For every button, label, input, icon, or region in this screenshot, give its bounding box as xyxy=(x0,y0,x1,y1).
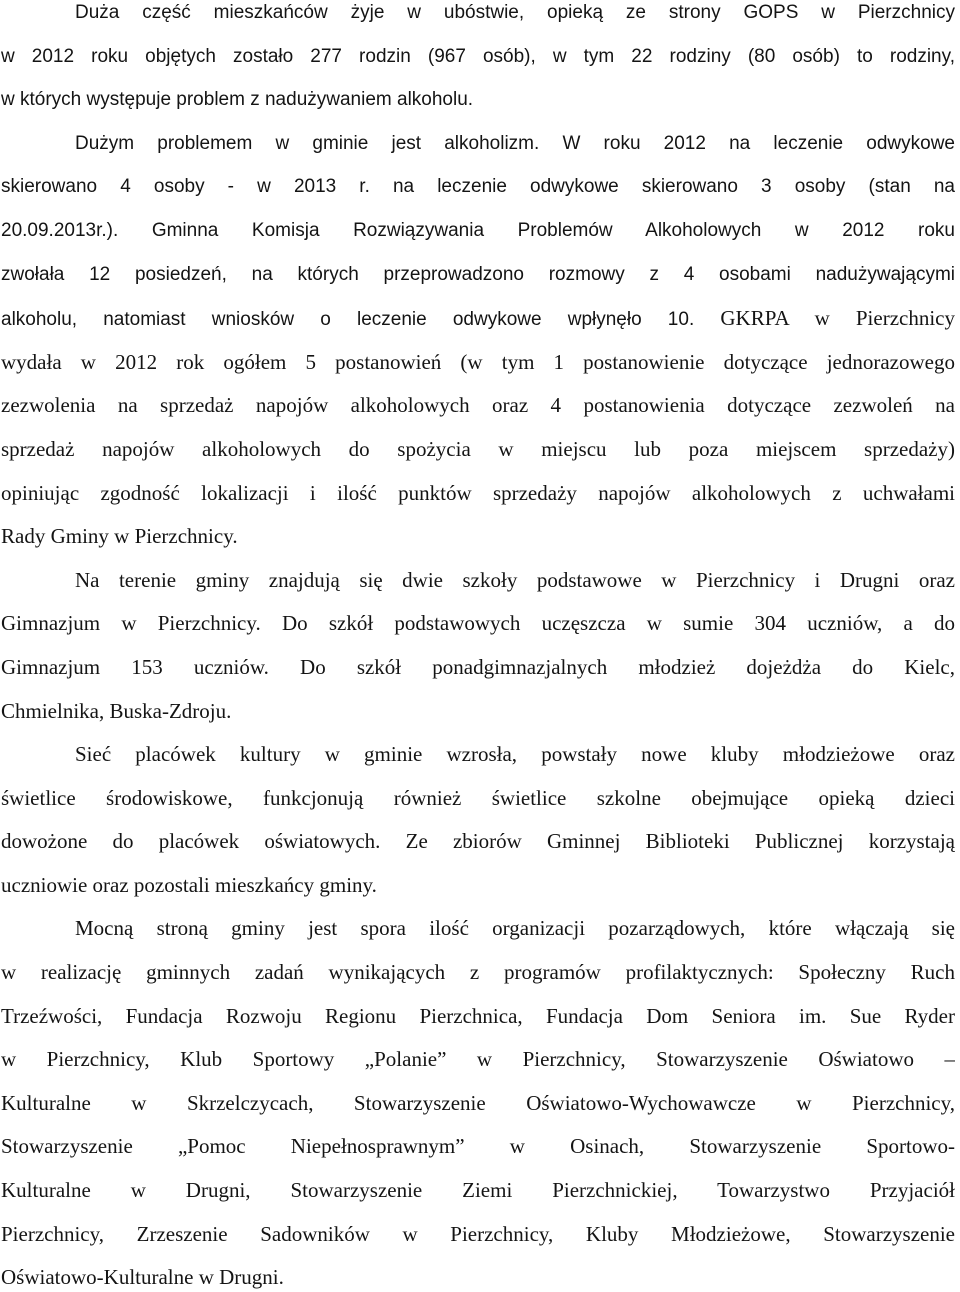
text-run: dowożone do placówek oświatowych. Ze zbiorów Gminnej Biblioteki Publicznej korzystają xyxy=(1,829,955,854)
text-line xyxy=(1,698,955,742)
document-page xyxy=(1,0,955,1290)
text-line xyxy=(1,959,955,1003)
text-line xyxy=(1,523,955,567)
text-line xyxy=(1,262,955,306)
text-line xyxy=(1,436,955,480)
text-run: GKRPA w Pierzchnicy xyxy=(694,306,955,331)
text-run: 20.09.2013r.). Gminna Komisja Rozwiązywania Problemów Alkoholowych w 2012 roku xyxy=(1,219,955,241)
text-run: Sieć placówek kultury w gminie wzrosła, powstały nowe kluby młodzieżowe oraz xyxy=(75,742,955,767)
text-run: skierowano 4 osoby - w 2013 r. na leczenie odwykowe skierowano 3 osoby (stan na xyxy=(1,176,955,198)
text-line xyxy=(1,872,955,916)
text-line xyxy=(1,828,955,872)
text-run: Mocną stroną gminy jest spora ilość organizacji pozarządowych, które włączają się xyxy=(75,916,955,941)
text-run: Na terenie gminy znajdują się dwie szkoły podstawowe w Pierzchnicy i Drugni oraz xyxy=(75,567,955,592)
text-line xyxy=(1,1177,955,1221)
paragraph-alcoholism xyxy=(1,131,955,567)
text-run: Gimnazjum w Pierzchnicy. Do szkół podstawowych uczęszcza w sumie 304 uczniów, a do xyxy=(1,611,955,636)
text-line xyxy=(1,131,955,175)
text-run: świetlice środowiskowe, funkcjonują również świetlice szkolne obejmujące opieką dzieci xyxy=(1,785,955,810)
text-run: uczniowie oraz pozostali mieszkańcy gminy. xyxy=(1,872,377,897)
text-run: Pierzchnicy, Zrzeszenie Sadowników w Pierzchnicy, Kluby Młodzieżowe, Stowarzyszenie xyxy=(1,1221,955,1246)
text-run: wydała w 2012 rok ogółem 5 postanowień (w tym 1 postanowienie dotyczące jednorazowego xyxy=(1,349,955,374)
text-line xyxy=(1,610,955,654)
text-line xyxy=(1,87,955,131)
text-line xyxy=(1,567,955,611)
text-line xyxy=(1,349,955,393)
text-run: Oświatowo-Kulturalne w Drugni. xyxy=(1,1265,284,1290)
text-run: Duża część mieszkańców żyje w ubóstwie, opieką ze strony GOPS w Pierzchnicy xyxy=(75,2,955,23)
text-run: zwołała 12 posiedzeń, na których przeprowadzono rozmowy z 4 osobami nadużywającymi xyxy=(1,263,955,285)
text-line xyxy=(1,1264,955,1290)
text-line xyxy=(1,392,955,436)
text-line xyxy=(1,1090,955,1134)
text-line xyxy=(1,1003,955,1047)
text-line xyxy=(1,174,955,218)
text-line xyxy=(1,1046,955,1090)
text-line xyxy=(1,44,955,88)
paragraph-poverty xyxy=(1,0,955,131)
paragraph-organizations xyxy=(1,915,955,1290)
paragraph-schools xyxy=(1,567,955,741)
text-run: Trzeźwości, Fundacja Rozwoju Regionu Pierzchnica, Fundacja Dom Seniora im. Sue Ryder xyxy=(1,1003,955,1028)
text-line xyxy=(1,915,955,959)
text-run: w których występuje problem z nadużywaniem alkoholu. xyxy=(1,89,474,111)
text-run: opiniując zgodność lokalizacji i ilość punktów sprzedaży napojów alkoholowych z uchwałami xyxy=(1,480,955,505)
text-run: w realizację gminnych zadań wynikających z programów profilaktycznych: Społeczny Ruch xyxy=(1,960,955,985)
text-run: alkoholu, natomiast wniosków o leczenie odwykowe wpłynęło 10. xyxy=(1,309,695,331)
paragraph-culture xyxy=(1,741,955,915)
text-run: Stowarzyszenie „Pomoc Niepełnosprawnym” w Osinach, Stowarzyszenie Sportowo- xyxy=(1,1134,955,1159)
text-line xyxy=(1,0,955,44)
text-run: sprzedaż napojów alkoholowych do spożycia w miejscu lub poza miejscem sprzedaży) xyxy=(1,436,955,461)
text-run: Rady Gminy w Pierzchnicy. xyxy=(1,524,238,549)
text-run: Chmielnika, Buska-Zdroju. xyxy=(1,698,232,723)
text-run: Kulturalne w Skrzelczycach, Stowarzyszenie Oświatowo-Wychowawcze w Pierzchnicy, xyxy=(1,1090,955,1115)
text-run: w 2012 roku objętych zostało 277 rodzin (967 osób), w tym 22 rodziny (80 osób) to rodziny, xyxy=(1,45,955,67)
text-line xyxy=(1,218,955,262)
text-line xyxy=(1,741,955,785)
text-line xyxy=(1,785,955,829)
text-line xyxy=(1,1221,955,1265)
text-run: Kulturalne w Drugni, Stowarzyszenie Ziemi Pierzchnickiej, Towarzystwo Przyjaciół xyxy=(1,1178,955,1203)
text-line xyxy=(1,1133,955,1177)
text-line xyxy=(1,305,955,349)
text-run: Gimnazjum 153 uczniów. Do szkół ponadgimnazjalnych młodzież dojeżdża do Kielc, xyxy=(1,654,955,679)
text-run: Dużym problemem w gminie jest alkoholizm. W roku 2012 na leczenie odwykowe xyxy=(75,132,955,154)
text-run: w Pierzchnicy, Klub Sportowy „Polanie” w Pierzchnicy, Stowarzyszenie Oświatowo – xyxy=(1,1047,955,1072)
text-line xyxy=(1,480,955,524)
text-line xyxy=(1,654,955,698)
text-run: zezwolenia na sprzedaż napojów alkoholowych oraz 4 postanowienia dotyczące zezwoleń na xyxy=(1,393,955,418)
